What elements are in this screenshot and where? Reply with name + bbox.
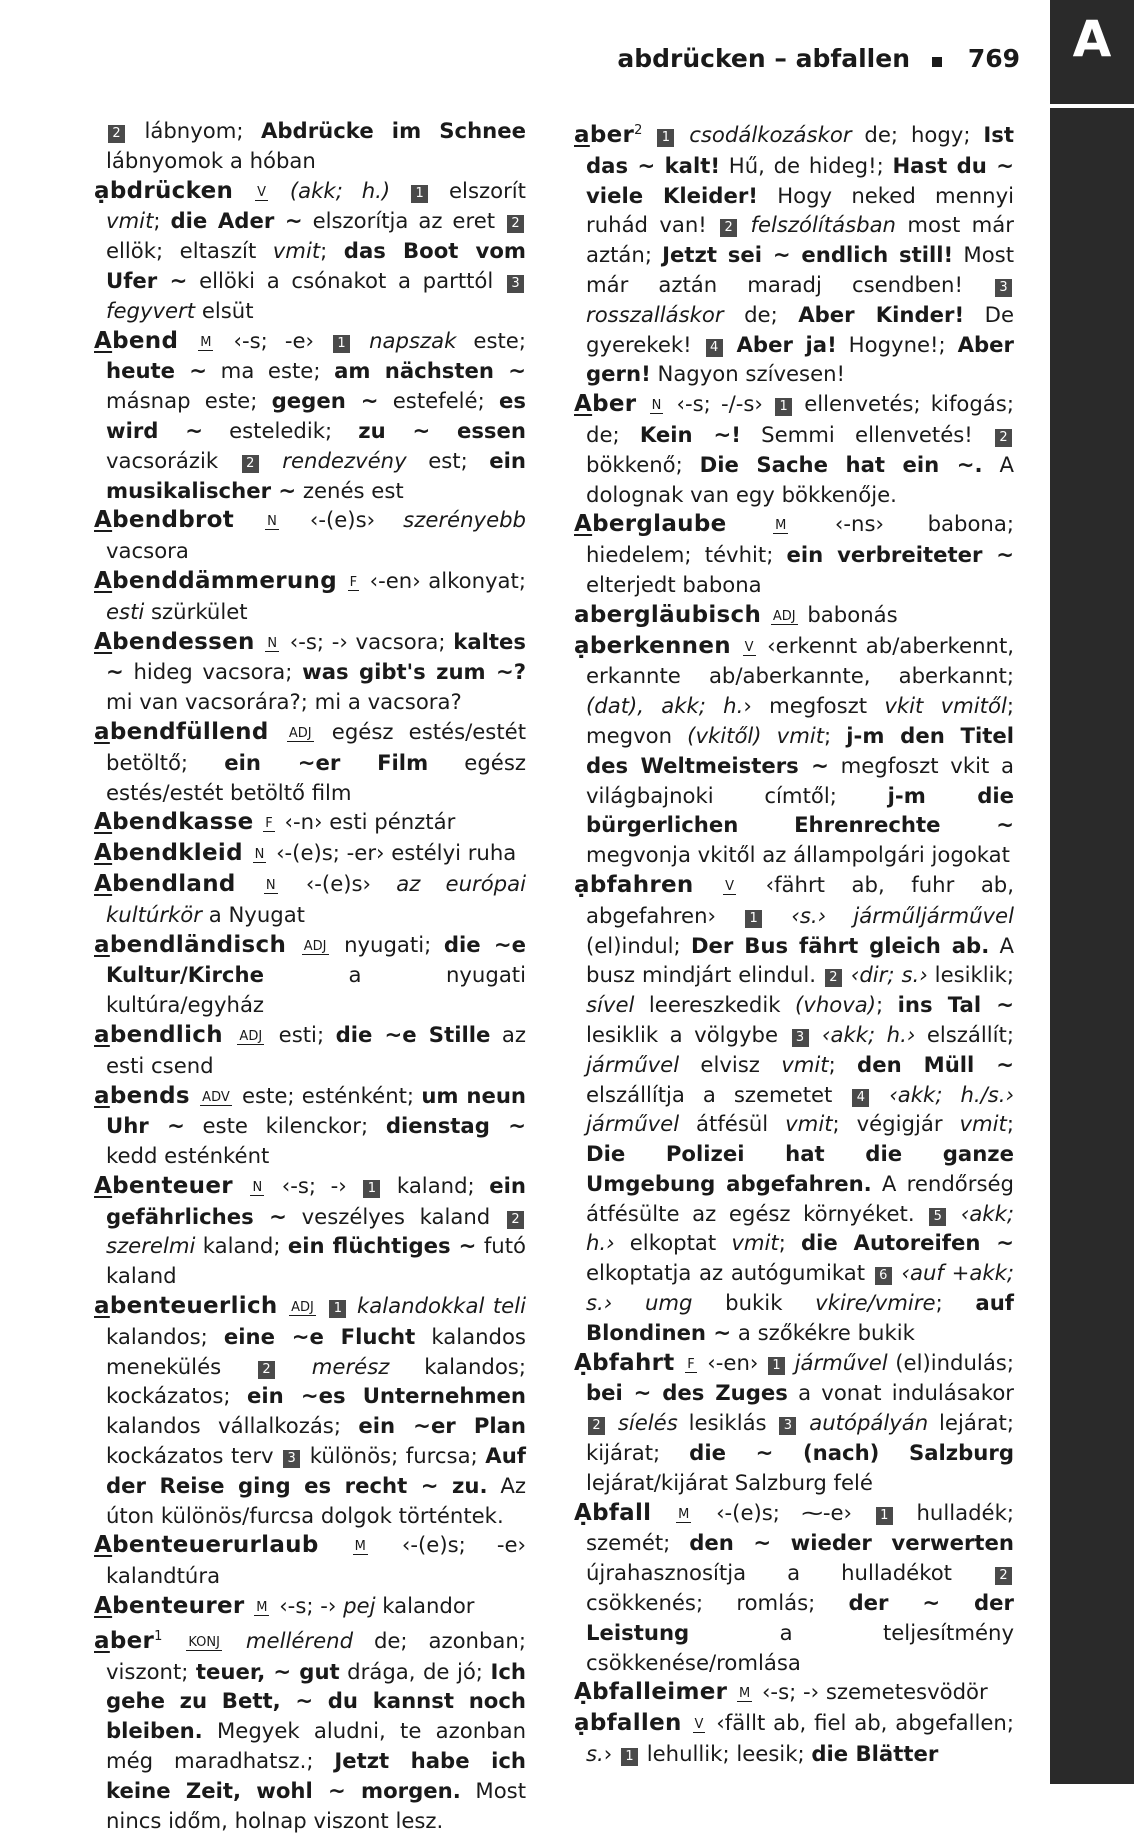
part-of-speech-label: KONJ xyxy=(188,1634,220,1650)
example-phrase: Der Bus fährt gleich ab. xyxy=(690,932,990,958)
headword: a xyxy=(94,1293,110,1320)
grammar-note: vkit vmitől xyxy=(884,693,1007,719)
grammar-note: (dat), akk; h. xyxy=(586,693,744,719)
grammar-note: sível xyxy=(586,992,635,1018)
headword: bendessen xyxy=(112,628,255,655)
dictionary-entry: Aberglaube M ‹-ns› babona; hiedelem; tévhit; ein verbreiteter ~ elterjedt babona xyxy=(574,511,1014,597)
headword: bendkasse xyxy=(112,809,254,836)
sense-number-badge: 2 xyxy=(507,1211,524,1229)
headword: abergläubisch xyxy=(574,601,762,628)
headword: a xyxy=(574,122,590,148)
headword: Ạbfalleimer xyxy=(574,1679,728,1706)
header-separator-square xyxy=(932,57,942,67)
sense-number-badge: 3 xyxy=(995,279,1012,297)
grammar-note: fegyvert xyxy=(106,297,196,323)
dictionary-entry: Ạbfall M ‹-(e)s; ⁓-e› 1 hulladék; szemét; den ~ wieder verwerten újrahasznosítja a hulladékot 2 csökkenés; romlás; der ~ der Leistung a teljesítmény csökkenése/romlása xyxy=(574,1499,1014,1675)
sense-number-badge: 2 xyxy=(825,969,842,987)
grammar-note: ‹akk; h./s.› járművel xyxy=(586,1081,1014,1137)
grammar-note: vmit xyxy=(272,238,321,264)
dictionary-entry: aber$^2$ 1 csodálkozáskor de; hogy; Ist das ~ kalt! Hű, de hideg!; Hast du ~ viele Kleider! Hogy neked mennyi ruhád van! 2 felszólításban most már aztán; Jetzt sei ~ endlich still! Most már aztán maradj csendben! 3 rosszalláskor de; Aber Kinder! De gyerekek! 4 Aber ja! Hogyne!; Aber gern! Nagyon szívesen! xyxy=(574,122,1014,387)
example-phrase: Ich gehe zu Bett, ~ du kannst noch bleiben. xyxy=(106,1658,526,1744)
dictionary-entry: Aber N ‹-s; -/-s› 1 ellenvetés; kifogás; de; Kein ~! Semmi ellenvetés! 2 bökkenő; Die Sache hat ein ~. A dolognak van egy bökkenője. xyxy=(574,391,1014,507)
sense-number-badge: 1 xyxy=(411,185,428,203)
grammar-note: vmit xyxy=(959,1111,1007,1137)
headword: a xyxy=(94,931,110,958)
sense-number-badge: 2 xyxy=(108,125,125,143)
grammar-note: merész xyxy=(311,1353,390,1379)
page-number: 769 xyxy=(967,44,1020,73)
dictionary-entry: Abendessen N ‹-s; -› vacsora; kaltes ~ hideg vacsora; was gibt's zum ~? mi van vacsorára?; mi a vacsora? xyxy=(94,628,526,715)
sense-number-badge: 2 xyxy=(995,1567,1012,1585)
example-phrase: Jetzt sei ~ endlich still! xyxy=(662,242,954,268)
grammar-note: vmit xyxy=(731,1230,779,1256)
part-of-speech-label: F xyxy=(349,574,358,590)
headword: ạberkennen xyxy=(574,632,731,659)
part-of-speech-label: F xyxy=(687,1356,695,1372)
part-of-speech-label: N xyxy=(265,877,276,893)
grammar-note: rendezvény xyxy=(282,447,407,473)
part-of-speech-label: M xyxy=(256,1600,268,1616)
example-phrase: bei ~ des Zuges xyxy=(586,1380,788,1406)
part-of-speech-label: N xyxy=(651,398,662,414)
example-phrase: die ~e Stille xyxy=(335,1021,491,1047)
example-phrase: zu ~ essen xyxy=(358,417,526,443)
grammar-note: ‹akk; h.› xyxy=(822,1021,916,1047)
part-of-speech-label: V xyxy=(744,639,754,655)
dictionary-entry: Abenteurer M ‹-s; -› pej kalandor xyxy=(94,1593,475,1620)
part-of-speech-label: V xyxy=(257,184,266,200)
thumb-index-bar xyxy=(1050,0,1134,1784)
dictionary-entry: Abendkasse F ‹-n› esti pénztár xyxy=(94,809,456,836)
example-phrase: es wird ~ xyxy=(106,388,526,443)
headword: A xyxy=(94,809,113,836)
headword: A xyxy=(94,567,113,594)
part-of-speech-label: ADJ xyxy=(303,938,327,954)
example-phrase: ein gefährliches ~ xyxy=(106,1172,526,1229)
dictionary-entry: abenteuerlich ADJ 1 kalandokkal teli kalandos; eine ~e Flucht kalandos menekülés 2 merész kalandos; kockázatos; ein ~es Unternehmen kalandos vállalkozás; ein ~er Plan kockázatos terv 3 különös; furcsa; Auf der Reise ging es recht ~ zu. Az úton különös/furcsa dolgok történtek. xyxy=(94,1293,526,1528)
sense-number-badge: 3 xyxy=(779,1417,796,1435)
grammar-note: járművel xyxy=(794,1349,888,1375)
dictionary-entry: Abenteuer N ‹-s; -› 1 kaland; ein gefährliches ~ veszélyes kaland 2 szerelmi kaland; ein flüchtiges ~ futó kaland xyxy=(94,1172,526,1289)
headword: a xyxy=(94,1082,110,1109)
dictionary-entry: Abenteuerurlaub M ‹-(e)s; -e› kalandtúra xyxy=(94,1532,526,1589)
part-of-speech-label: V xyxy=(694,1717,704,1733)
part-of-speech-label: ADJ xyxy=(288,725,312,741)
grammar-note: pej xyxy=(343,1593,376,1619)
grammar-note: vmit xyxy=(106,208,154,234)
grammar-note: autópályán xyxy=(809,1410,929,1436)
sense-number-badge: 1 xyxy=(768,1357,785,1375)
grammar-note: kalandokkal teli xyxy=(356,1293,526,1319)
dictionary-entry: Ạbfalleimer M ‹-s; -› szemetesvödör xyxy=(574,1679,988,1706)
grammar-note: vmit xyxy=(785,1111,833,1137)
example-phrase: Hast du ~ viele Kleider! xyxy=(586,152,1014,208)
sense-number-badge: 4 xyxy=(706,339,723,357)
headword: Ạbfall xyxy=(574,1499,652,1526)
headword: Ạbfahrt xyxy=(574,1349,675,1376)
sense-number-badge: 6 xyxy=(875,1267,892,1285)
headword: ber xyxy=(109,1627,155,1654)
sense-number-badge: 1 xyxy=(876,1507,893,1525)
grammar-note: síelés xyxy=(617,1410,678,1436)
part-of-speech-label: ADV xyxy=(202,1089,230,1105)
dictionary-entry: ạbdrücken V (akk; h.) 1 elszorít vmit; die Ader ~ elszorítja az eret 2 ellök; eltaszít vmit; das Boot vom Ufer ~ ellöki a csónakot a parttól 3 fegyvert elsüt xyxy=(94,177,527,323)
sense-number-badge: 5 xyxy=(929,1208,946,1226)
sense-number-badge: 3 xyxy=(507,275,524,293)
grammar-note: szerelmi xyxy=(106,1233,196,1259)
headword: bendland xyxy=(112,870,236,897)
example-phrase: Kein ~! xyxy=(639,421,741,447)
example-phrase: dienstag ~ xyxy=(385,1113,526,1139)
headword: bend xyxy=(112,327,179,354)
grammar-note: járművel xyxy=(586,1051,680,1077)
sense-number-badge: 2 xyxy=(995,429,1012,447)
grammar-note: vmit xyxy=(781,1051,829,1077)
grammar-note: (vhova) xyxy=(795,992,876,1018)
headword: A xyxy=(94,1593,113,1620)
example-phrase: am nächsten ~ xyxy=(334,358,526,384)
headword: benteuer xyxy=(112,1172,233,1199)
grammar-note: mellérend xyxy=(245,1627,354,1653)
grammar-note: rosszalláskor xyxy=(586,301,724,327)
example-phrase: Auf der Reise ging es recht ~ zu. xyxy=(106,1443,526,1498)
grammar-note: az európai kultúrkör xyxy=(106,870,527,927)
dictionary-entry: Abendbrot N ‹-(e)s› szerényebb vacsora xyxy=(94,507,526,564)
sense-number-badge: 2 xyxy=(242,455,259,473)
example-phrase: teuer, ~ gut xyxy=(195,1658,340,1684)
part-of-speech-label: M xyxy=(775,518,787,534)
dictionary-entry: ạbfahren V ‹fährt ab, fuhr ab, abgefahren› 1 ‹s.› járműljárművel (el)indul; Der Bus fährt gleich ab. A busz mindjárt elindul. 2 ‹dir; s.› lesiklik; sível leereszkedik (vhova); ins Tal ~ lesiklik a völgybe 3 ‹akk; h.› elszállít; járművel elvisz vmit; den Müll ~ elszállítja a szemetet 4 ‹akk; h./s.› járművel átfésül vmit; végigjár vmit; Die Polizei hat die ganze Umgebung abgefahren. A rendőrség átfésülte az egész környéket. 5 ‹akk; h.› elkoptat vmit; die Autoreifen ~ elkoptatja az autógumikat 6 ‹auf +akk; s.› umg bukik vkire/vmire; auf Blondinen ~ a szőkékre bukik xyxy=(574,871,1015,1345)
grammar-note: ‹dir; s.› xyxy=(850,962,928,988)
headword: A xyxy=(94,507,113,534)
example-phrase: Jetzt habe ich keine Zeit, wohl ~ morgen. xyxy=(106,1748,526,1803)
dictionary-entry: Abenddämmerung F ‹-en› alkonyat; esti szürkület xyxy=(94,567,526,624)
example-phrase: Die Sache hat ein ~. xyxy=(699,451,983,477)
headword: a xyxy=(94,1021,110,1048)
part-of-speech-label: N xyxy=(252,1179,263,1195)
dictionary-entry: Abendkleid N ‹-(e)s; -er› estélyi ruha xyxy=(94,840,517,867)
example-phrase: ein flüchtiges ~ xyxy=(287,1233,477,1259)
part-of-speech-label: F xyxy=(265,816,273,832)
example-phrase: ein musikalischer ~ xyxy=(106,447,526,503)
example-phrase: ein ~er Plan xyxy=(358,1413,526,1439)
example-phrase: auf Blondinen ~ xyxy=(586,1290,1015,1345)
sense-number-badge: 1 xyxy=(775,398,792,416)
headword: bendlich xyxy=(109,1021,223,1048)
grammar-note: vkire/vmire xyxy=(815,1290,936,1316)
headword: bends xyxy=(109,1082,190,1109)
grammar-note: napszak xyxy=(369,327,457,353)
example-phrase: das Boot vom Ufer ~ xyxy=(106,238,527,293)
dictionary-entry: Ạbfahrt F ‹-en› 1 járművel (el)indulás; bei ~ des Zuges a vonat indulásakor 2 síelés lesiklás 3 autópályán lejárat; kijárat; die ~ (nach) Salzburg lejárat/kijárat Salzburg felé xyxy=(574,1349,1014,1495)
sense-number-badge: 4 xyxy=(852,1089,869,1107)
headword: ạbfallen xyxy=(574,1710,682,1737)
example-phrase: kaltes ~ xyxy=(106,628,526,685)
example-phrase: Aber gern! xyxy=(586,331,1014,387)
headword: benddämmerung xyxy=(112,567,337,594)
headword: benteuerlich xyxy=(109,1293,278,1320)
left-column xyxy=(94,116,526,1835)
headword: A xyxy=(94,870,113,897)
example-phrase: die ~e Kultur/Kirche xyxy=(106,931,526,988)
sense-number-badge: 1 xyxy=(745,910,762,928)
headword: ber xyxy=(592,391,637,418)
dictionary-entry: abendlich ADJ esti; die ~e Stille az esti csend xyxy=(94,1021,526,1078)
headword: bendfüllend xyxy=(109,718,269,745)
part-of-speech-label: M xyxy=(200,334,212,350)
sense-number-badge: 3 xyxy=(283,1450,300,1468)
headword: A xyxy=(94,628,113,655)
sense-number-badge: 3 xyxy=(792,1029,809,1047)
example-phrase: ein ~er Film xyxy=(224,749,429,775)
headword: A xyxy=(94,1172,113,1199)
example-phrase: Abdrücke im Schnee xyxy=(260,118,526,143)
part-of-speech-label: M xyxy=(678,1506,690,1522)
example-phrase: die Autoreifen ~ xyxy=(800,1230,1014,1256)
headword: ạbdrücken xyxy=(94,177,234,204)
headword: a xyxy=(94,1627,110,1654)
grammar-note: ‹s.› járműljárművel xyxy=(791,902,1014,928)
example-phrase: Die Polizei hat die ganze Umgebung abgefahren. xyxy=(586,1141,1014,1196)
sense-number-badge: 1 xyxy=(363,1180,380,1198)
headword: A xyxy=(94,1532,113,1559)
headword: bendländisch xyxy=(109,931,287,958)
example-phrase: Ist das ~ kalt! xyxy=(586,122,1014,178)
sense-number-badge: 1 xyxy=(333,335,350,353)
grammar-note: esti xyxy=(106,598,145,624)
part-of-speech-label: V xyxy=(725,878,735,894)
example-phrase: ein verbreiteter ~ xyxy=(786,542,1014,568)
grammar-note: ‹auf +akk; s.› umg xyxy=(586,1260,1014,1316)
part-of-speech-label: N xyxy=(267,514,277,530)
example-phrase: die Ader ~ xyxy=(170,208,303,234)
homograph-number: 1 xyxy=(154,1628,163,1644)
example-phrase: heute ~ xyxy=(106,358,208,384)
part-of-speech-label: M xyxy=(739,1686,751,1702)
dictionary-entry: abendländisch ADJ nyugati; die ~e Kultur/Kirche a nyugati kultúra/egyház xyxy=(94,931,526,1018)
example-phrase: der ~ der Leistung xyxy=(586,1590,1014,1645)
headword: benteuerurlaub xyxy=(112,1532,319,1559)
grammar-note: felszólításban xyxy=(750,212,896,238)
example-phrase: ins Tal ~ xyxy=(897,992,1015,1018)
headword: A xyxy=(94,327,113,354)
grammar-note: s. xyxy=(586,1741,604,1767)
sense-number-badge: 2 xyxy=(507,215,524,233)
headword: berglaube xyxy=(592,511,727,538)
example-phrase: eine ~e Flucht xyxy=(223,1323,416,1349)
example-phrase: den Müll ~ xyxy=(857,1051,1014,1077)
dictionary-entry: ạbfallen V ‹fällt ab, fiel ab, abgefallen; s.› 1 lehullik; leesik; die Blätter xyxy=(574,1710,1014,1767)
dictionary-entry: abendfüllend ADJ egész estés/estét betöltő; ein ~er Film egész estés/estét betöltő film xyxy=(94,718,526,805)
headword: bendbrot xyxy=(112,507,235,534)
example-phrase: die Blätter xyxy=(811,1741,939,1767)
example-phrase: die ~ (nach) Salzburg xyxy=(689,1440,1014,1466)
grammar-note: szerényebb xyxy=(403,507,526,533)
headword: ạbfahren xyxy=(574,871,694,898)
part-of-speech-label: N xyxy=(254,847,265,863)
part-of-speech-label: M xyxy=(354,1539,366,1555)
running-header xyxy=(600,44,1020,88)
headword: a xyxy=(94,718,110,745)
right-column xyxy=(574,116,1014,1769)
dictionary-entry: Abendland N ‹-(e)s› az európai kultúrkör a Nyugat xyxy=(94,870,527,927)
example-phrase: ein ~es Unternehmen xyxy=(247,1383,526,1409)
part-of-speech-label: ADJ xyxy=(291,1300,314,1316)
grammar-note: (akk; h.) xyxy=(289,177,391,203)
example-phrase: j-m den Titel des Weltmeisters ~ xyxy=(586,722,1015,778)
dictionary-entry: Abend M ‹-s; -e› 1 napszak este; heute ~ ma este; am nächsten ~ másnap este; gegen ~ estefelé; es wird ~ esteledik; zu ~ essen vacsorázik 2 rendezvény est; ein musikalischer ~ zenés est xyxy=(94,327,526,503)
example-phrase: den ~ wieder verwerten xyxy=(689,1530,1014,1556)
sense-number-badge: 1 xyxy=(621,1748,638,1766)
homograph-number: 2 xyxy=(634,123,643,138)
headword: ber xyxy=(589,122,635,148)
sense-number-badge: 2 xyxy=(258,1361,275,1379)
grammar-note: csodálkozáskor xyxy=(689,122,852,147)
sense-number-badge: 1 xyxy=(657,129,674,147)
dictionary-entry: abends ADV este; esténként; um neun Uhr ~ este kilenckor; dienstag ~ kedd esténként xyxy=(94,1082,526,1169)
headword: A xyxy=(574,391,593,418)
headword: A xyxy=(574,511,593,538)
headword: bendkleid xyxy=(112,840,243,867)
sense-number-badge: 2 xyxy=(588,1417,605,1435)
example-phrase: Aber Kinder! xyxy=(798,301,965,327)
dictionary-entry: abergläubisch ADJ babonás xyxy=(574,601,898,628)
part-of-speech-label: ADJ xyxy=(239,1028,263,1044)
grammar-note: ‹akk; h.› xyxy=(586,1200,1014,1256)
example-phrase: um neun Uhr ~ xyxy=(106,1082,526,1139)
thumb-index-tab xyxy=(1050,0,1134,108)
headword: benteurer xyxy=(112,1593,245,1620)
part-of-speech-label: ADJ xyxy=(772,608,796,624)
header-headwords: abdrücken – abfallen xyxy=(617,44,910,73)
dictionary-entry: aber$^1$ KONJ mellérend de; azonban; viszont; teuer, ~ gut drága, de jó; Ich gehe zu Bett, ~ du kannst noch bleiben. Megyek aludni, te azonban még maradhatsz.; Jetzt habe ich keine Zeit, wohl ~ morgen. Most nincs időm, holnap viszont lesz. xyxy=(94,1627,527,1833)
dictionary-entry: ạberkennen V ‹erkennt ab/aberkennt, erkannte ab/aberkannte, aberkannt; (dat), akk; h.› megfoszt vkit vmitől; megvon (vkitől) vmit; j-m den Titel des Weltmeisters ~ megfoszt vkit a világbajnoki címtől; j-m die bürgerlichen Ehrenrechte ~ megvonja vkitől az állampolgári jogokat xyxy=(574,632,1015,868)
headword: A xyxy=(94,840,113,867)
example-phrase: j-m die bürgerlichen Ehrenrechte ~ xyxy=(586,782,1014,838)
thumb-index-letter: A xyxy=(1072,10,1112,68)
example-phrase: Aber ja! xyxy=(736,331,837,357)
part-of-speech-label: N xyxy=(267,635,278,651)
dictionary-entry: 2 lábnyom; Abdrücke im Schnee lábnyomok a hóban xyxy=(106,118,526,173)
sense-number-badge: 2 xyxy=(720,219,737,237)
grammar-note: (vkitől) vmit xyxy=(687,722,825,748)
example-phrase: was gibt's zum ~? xyxy=(302,659,526,685)
sense-number-badge: 1 xyxy=(329,1300,346,1318)
example-phrase: gegen ~ xyxy=(271,388,379,414)
